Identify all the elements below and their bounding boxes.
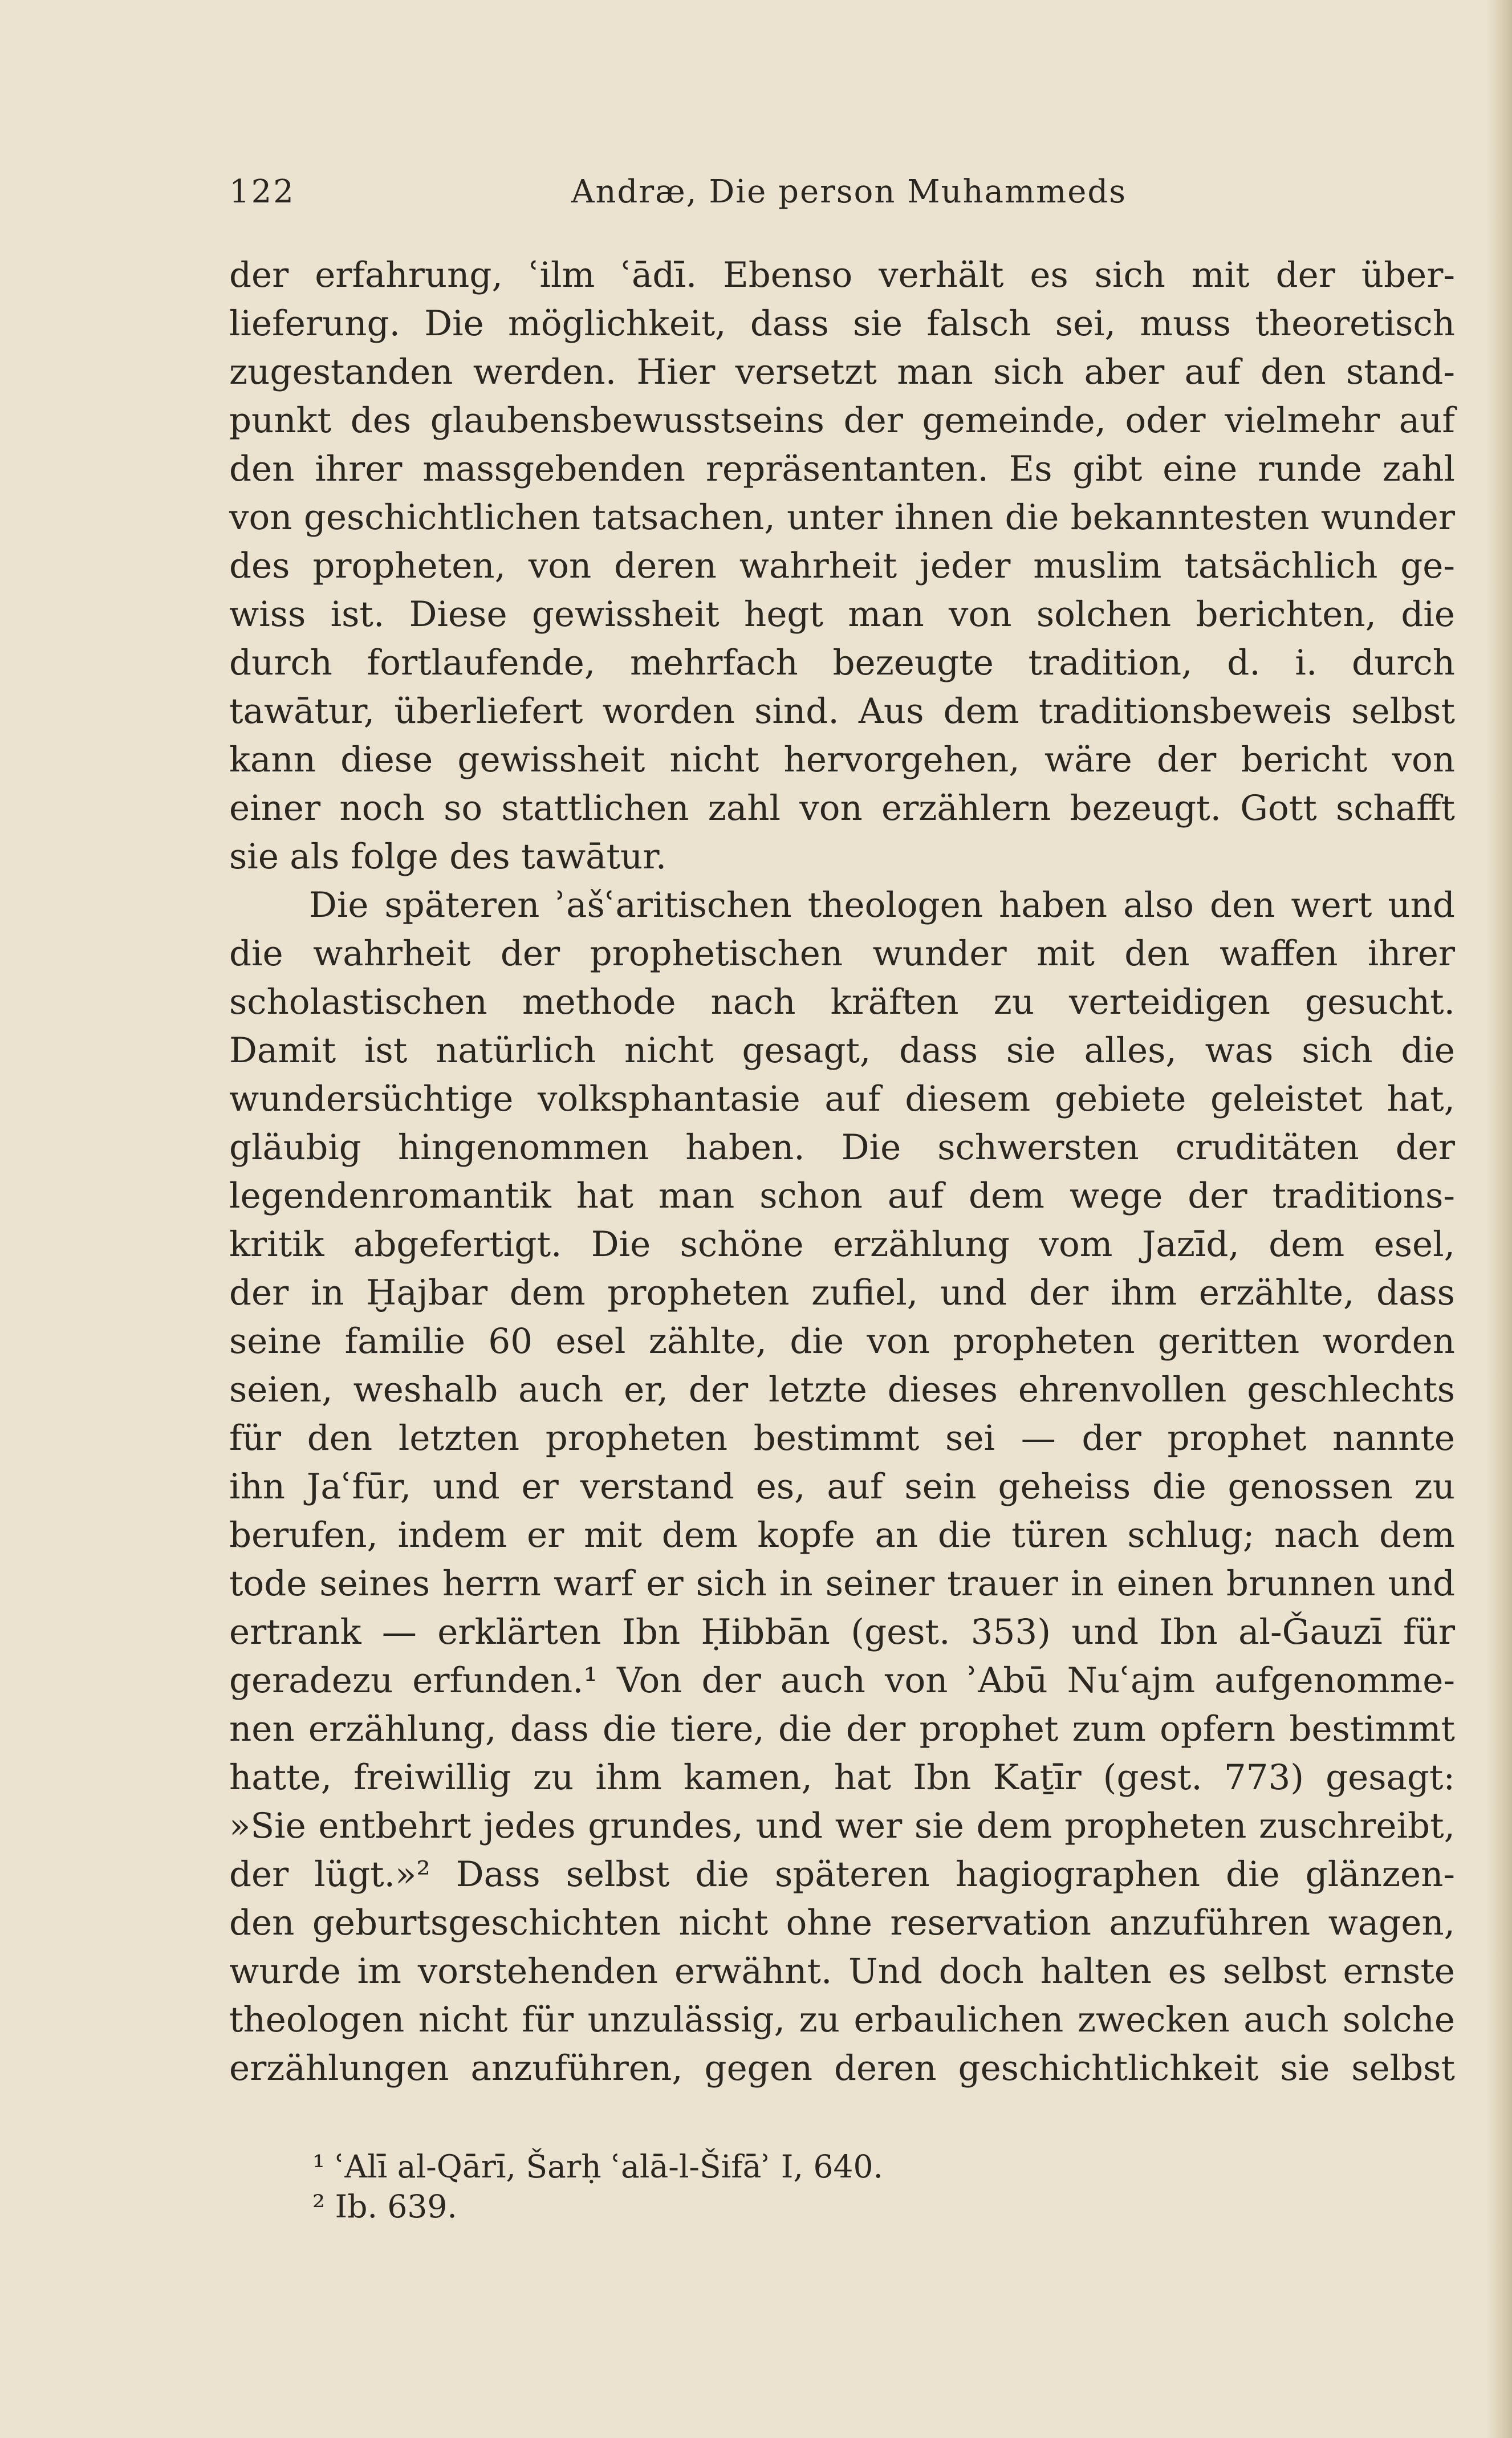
text-line: kann diese gewissheit nicht hervorgehen, wäre der bericht von [229, 739, 1455, 780]
text-line: theologen nicht für unzulässig, zu erbaulichen zwecken auch solche [229, 2000, 1455, 2040]
text-line: den geburtsgeschichten nicht ohne reservation anzuführen wagen, [229, 1903, 1455, 1943]
footnotes [312, 2147, 1111, 2226]
text-line: den ihrer massgebenden repräsentanten. Es gibt eine runde zahl [229, 449, 1455, 489]
text-line: tode seines herrn warf er sich in seiner trauer in einen brunnen und [229, 1563, 1455, 1604]
text-line: für den letzten propheten bestimmt sei — der prophet nannte [229, 1418, 1455, 1458]
text-line: von geschichtlichen tatsachen, unter ihnen die bekanntesten wunder [229, 497, 1455, 538]
text-line: seine familie 60 esel zählte, die von propheten geritten worden [229, 1321, 1455, 1362]
body-text [229, 251, 1455, 2092]
text-line: der erfahrung, ʿilm ʿādī. Ebenso verhält es sich mit der über- [229, 255, 1455, 295]
text-line: wurde im vorstehenden erwähnt. Und doch halten es selbst ernste [229, 1951, 1455, 1992]
paragraph-end-line: sie als folge des tawātur. [229, 836, 667, 877]
text-line: einer noch so stattlichen zahl von erzählern bezeugt. Gott schafft [229, 788, 1455, 828]
text-line: des propheten, von deren wahrheit jeder muslim tatsächlich ge- [229, 546, 1455, 586]
text-line: kritik abgefertigt. Die schöne erzählung vom Jazīd, dem esel, [229, 1224, 1455, 1265]
text-line: nen erzählung, dass die tiere, die der prophet zum opfern bestimmt [229, 1709, 1455, 1749]
running-title: Andræ, Die person Muhammeds [571, 173, 1127, 210]
text-line: erzählungen anzuführen, gegen deren geschichtlichkeit sie selbst [229, 2048, 1455, 2088]
text-line: ertrank — erklärten Ibn Ḥibbān (gest. 353) und Ibn al-Ǧauzī für [229, 1612, 1455, 1652]
text-line: scholastischen methode nach kräften zu verteidigen gesucht. [229, 982, 1455, 1022]
text-line: geradezu erfunden.¹ Von der auch von ʾAbū Nuʿajm aufgenomme- [229, 1660, 1455, 1701]
text-line: »Sie entbehrt jedes grundes, und wer sie dem propheten zuschreibt, [229, 1806, 1455, 1846]
text-line: gläubig hingenommen haben. Die schwersten cruditäten der [229, 1127, 1455, 1168]
footnote-1: ¹ ʿAlī al-Qārī, Šarḥ ʿalā-l-Šifāʾ I, 640. [312, 2148, 883, 2185]
text-line: punkt des glaubensbewusstseins der gemeinde, oder vielmehr auf [229, 400, 1455, 441]
text-line: der lügt.»² Dass selbst die späteren hagiographen die glänzen- [229, 1854, 1455, 1895]
text-line: der in Ḫajbar dem propheten zufiel, und der ihm erzählte, dass [229, 1273, 1455, 1313]
text-line: legendenromantik hat man schon auf dem wege der traditions- [229, 1176, 1455, 1216]
paragraph-start-line: Die späteren ʾašʿaritischen theologen haben also den wert und [309, 885, 1455, 925]
text-line: zugestanden werden. Hier versetzt man sich aber auf den stand- [229, 352, 1455, 392]
text-line: wundersüchtige volksphantasie auf diesem gebiete geleistet hat, [229, 1079, 1455, 1119]
page-number: 122 [229, 173, 295, 210]
footnote-2: ² Ib. 639. [312, 2188, 457, 2225]
page-edge-shadow [1486, 0, 1512, 2438]
text-line: die wahrheit der prophetischen wunder mit den waffen ihrer [229, 933, 1455, 974]
text-line: durch fortlaufende, mehrfach bezeugte tradition, d. i. durch [229, 643, 1455, 683]
text-line: berufen, indem er mit dem kopfe an die türen schlug; nach dem [229, 1515, 1455, 1555]
text-line: lieferung. Die möglichkeit, dass sie falsch sei, muss theoretisch [229, 303, 1455, 344]
text-line: wiss ist. Diese gewissheit hegt man von solchen berichten, die [229, 594, 1455, 635]
text-line: ihn Jaʿfūr, und er verstand es, auf sein geheiss die genossen zu [229, 1466, 1455, 1507]
text-line: Damit ist natürlich nicht gesagt, dass sie alles, was sich die [229, 1030, 1455, 1071]
running-header [229, 166, 1455, 218]
text-line: tawātur, überliefert worden sind. Aus dem traditionsbeweis selbst [229, 691, 1455, 732]
text-line: seien, weshalb auch er, der letzte dieses ehrenvollen geschlechts [229, 1370, 1455, 1410]
text-line: hatte, freiwillig zu ihm kamen, hat Ibn Kaṯīr (gest. 773) gesagt: [229, 1757, 1455, 1798]
